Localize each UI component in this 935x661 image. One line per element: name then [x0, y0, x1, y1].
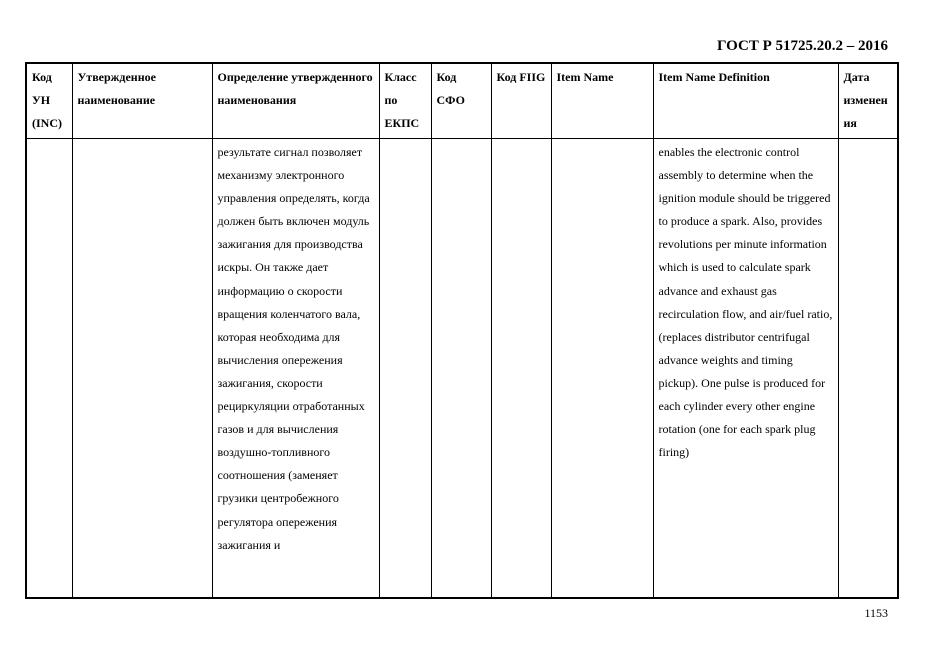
classification-table [25, 62, 899, 599]
cell-definition-ru: результате сигнал позволяет механизму электронного управления определять, когда должен быть включен модуль зажигания для производства искры. Он также дает информацию о скорости вращения коленчатого вала, которая необходима для вычисления опережения зажигания, скорости рециркуляции отработанных газов и для вычисления воздушно-топливного соотношения (заменяет грузики центробежного регулятора опережения зажигания и [212, 139, 379, 599]
column-header-item-name: Item Name [551, 63, 653, 139]
column-header-change-date: Дата изменен ия [838, 63, 898, 139]
table-header-row [26, 63, 898, 139]
column-header-sfo-code: Код СФО [431, 63, 491, 139]
column-header-fiig-code: Код FIIG [491, 63, 551, 139]
column-header-approved-name: Утвержденное наименование [72, 63, 212, 139]
page-number: 1153 [864, 606, 888, 620]
cell-fiig-code [491, 139, 551, 599]
column-header-inc: Код УН (INC) [26, 63, 72, 139]
cell-inc [26, 139, 72, 599]
cell-ekps-class [379, 139, 431, 599]
column-header-item-name-definition: Item Name Definition [653, 63, 838, 139]
cell-item-name [551, 139, 653, 599]
document-standard-header: ГОСТ Р 51725.20.2 – 2016 [716, 38, 888, 54]
cell-approved-name [72, 139, 212, 599]
cell-sfo-code [431, 139, 491, 599]
cell-item-name-definition: enables the electronic control assembly to determine when the ignition module should be triggered to produce a spark. Also, provides revolutions per minute information which is used to calculate spark advance and exhaust gas recirculation flow, and air/fuel ratio, (replaces distributor centrifugal advance weights and timing pickup). One pulse is produced for each cylinder every other engine rotation (one for each spark plug firing) [653, 139, 838, 599]
cell-change-date [838, 139, 898, 599]
column-header-ekps-class: Класс по ЕКПС [379, 63, 431, 139]
column-header-definition: Определение утвержденного наименования [212, 63, 379, 139]
table-row [26, 139, 898, 599]
